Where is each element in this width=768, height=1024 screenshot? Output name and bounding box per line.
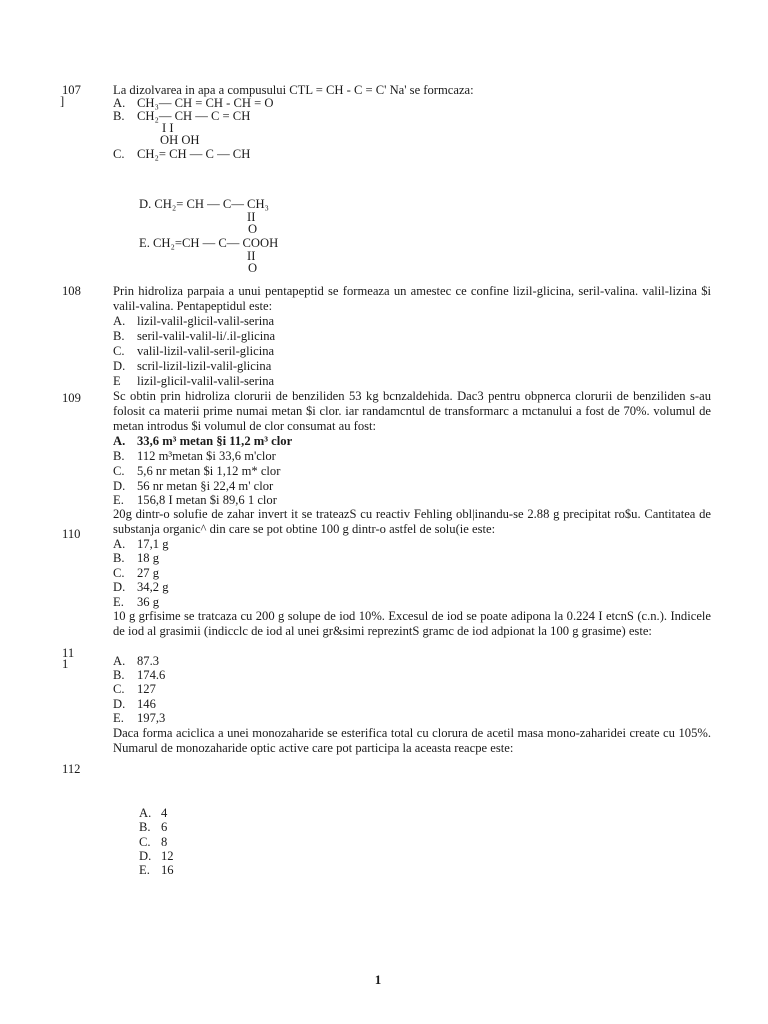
question-107-option-b-groups: OH OH [160, 133, 200, 147]
question-109-option-b [113, 449, 276, 464]
option-letter: C. [113, 682, 125, 696]
question-111-option-a [113, 654, 159, 669]
option-text: 56 nr metan §i 22,4 m' clor [137, 479, 274, 493]
question-109-option-c [113, 464, 280, 479]
option-text: 127 [137, 682, 156, 696]
option-text: 8 [161, 835, 168, 849]
question-112-option-e [139, 863, 174, 878]
question-111-option-c [113, 682, 156, 697]
option-text: CH₂— CH — C = CH [137, 109, 251, 123]
question-109-option-e [113, 493, 277, 508]
question-111-option-e [113, 711, 165, 726]
option-text: 4 [161, 806, 168, 820]
option-text: 16 [161, 863, 174, 877]
question-109-option-a [113, 434, 292, 449]
question-number-107: 107 [62, 83, 81, 97]
option-text: 17,1 g [137, 537, 169, 551]
option-letter: B. [139, 820, 151, 834]
option-letter: B. [113, 668, 125, 682]
question-109-stem: Sc obtin prin hidroliza clorurii de benziliden 53 kg bcnzaldehida. Dac3 pentru obpnerca clorurii de benziliden s-au folosit ca materii prime numai metan $i clor. iar randamcntul de transformarc a mctanului a fost de 70%. volumul de metan introdus $i volumul de clor consumat au fost: [113, 389, 711, 433]
option-letter: D. [139, 849, 152, 863]
option-letter: C. [139, 835, 151, 849]
option-letter: A. [113, 654, 126, 668]
option-text: 146 [137, 697, 156, 711]
option-letter: B. [113, 109, 125, 123]
option-letter: A. [113, 314, 126, 328]
question-112-option-d [139, 849, 174, 864]
question-number-mark: ] [60, 94, 65, 108]
question-number-112: 112 [62, 762, 81, 776]
option-text: 197,3 [137, 711, 166, 725]
question-108-option-a [113, 314, 274, 329]
question-number-109: 109 [62, 391, 81, 405]
question-111-option-b [113, 668, 165, 683]
question-110-stem: 20g dintr-o solufie de zahar invert it se trateazS cu reactiv Fehling obl|inandu-se 2.88 g precipitat ro$u. Cantitatea de substanja organic^ din care se pot obtine 100 g dintr-o astfel de solu(ie este: [113, 507, 711, 536]
question-107-option-e-bond: II [247, 249, 256, 263]
question-108-option-b [113, 329, 275, 344]
question-108-option-d [113, 359, 271, 374]
option-text: CH₂= CH — C — CH [137, 147, 251, 161]
option-text: 18 g [137, 551, 160, 565]
question-107-option-e: E. CH₂=CH — C— COOH [139, 236, 279, 250]
question-110-option-a [113, 537, 168, 552]
question-110-option-c [113, 566, 159, 581]
question-112-option-c [139, 835, 167, 850]
question-107-option-e-atom: O [248, 261, 258, 275]
option-text: lizil-glicil-valil-valil-serina [137, 374, 275, 388]
question-107-stem: La dizolvarea in apa a compusului CTL = CH - C = C' Na' se formcaza: [113, 83, 474, 97]
question-112-stem: Daca forma aciclica a unei monozaharide se esterifica total cu clorura de acetil masa mono-zaharidei create cu 105%. Numarul de monozaharide optic active care pot participa la aceasta reacpe este: [113, 726, 711, 755]
option-text: 112 m³metan $i 33,6 m'clor [137, 449, 276, 463]
question-108-option-e [113, 374, 274, 389]
question-number-110: 110 [62, 527, 81, 541]
option-letter: A. [139, 806, 152, 820]
option-letter: E. [113, 595, 124, 609]
option-letter: C. [113, 464, 125, 478]
option-text: 87.3 [137, 654, 160, 668]
question-number-111-line1: 11 [62, 646, 75, 660]
question-110-option-d [113, 580, 168, 595]
option-letter: B. [113, 551, 125, 565]
option-letter: C. [113, 147, 125, 161]
question-107-option-b-bonds: I I [162, 121, 174, 135]
option-text: CH₃— CH = CH - CH = O [137, 96, 274, 110]
question-107-option-d: D. CH₂= CH — C— CH₃ [139, 197, 269, 211]
page-number: 1 [374, 972, 382, 987]
question-112-option-b [139, 820, 167, 835]
question-111-stem: 10 g grfisime se tratcaza cu 200 g solupe de iod 10%. Excesul de iod se poate adipona la 0.224 I etcnS (c.n.). Indicele de iod al grasimii (indicclc de iod al unei gr&simi reprezintS gramc de iod adpionat la 100 g grasime) este: [113, 609, 711, 638]
option-text: seril-valil-valil-li/.il-glicina [137, 329, 276, 343]
option-letter: C. [113, 344, 125, 358]
option-text: 156,8 I metan $i 89,6 1 clor [137, 493, 277, 507]
option-text: 6 [161, 820, 168, 834]
option-text: lizil-valil-glicil-valil-serina [137, 314, 275, 328]
option-text: 174.6 [137, 668, 166, 682]
question-number-111-line2: 1 [62, 657, 69, 671]
option-letter: D. [113, 359, 126, 373]
question-109-option-d [113, 479, 273, 494]
question-110-option-e [113, 595, 159, 610]
question-107-option-b [113, 109, 250, 124]
question-107-option-d-atom: O [248, 222, 258, 236]
question-108-stem: Prin hidroliza parpaia a unui pentapeptid se formeaza un amestec ce confine lizil-glicina, seril-valina. valil-lizina $i valil-valina. Pentapeptidul este: [113, 284, 711, 313]
option-letter: A. [113, 96, 126, 110]
option-letter: D. [113, 580, 126, 594]
option-letter: B. [113, 329, 125, 343]
question-112-option-a [139, 806, 167, 821]
option-text: valil-lizil-valil-seril-glicina [137, 344, 275, 358]
option-letter: D. [113, 697, 126, 711]
option-text: 27 g [137, 566, 160, 580]
option-text: 33,6 m³ metan §i 11,2 m³ clor [137, 434, 293, 448]
question-107-option-c [113, 147, 250, 162]
question-108-option-c [113, 344, 274, 359]
option-letter: B. [113, 449, 125, 463]
option-text: 34,2 g [137, 580, 169, 594]
option-letter: E. [113, 493, 124, 507]
option-text: 36 g [137, 595, 160, 609]
question-111-option-d [113, 697, 156, 712]
option-text: 5,6 nr metan $i 1,12 m* clor [137, 464, 281, 478]
option-letter: A. [113, 537, 126, 551]
option-letter: E. [139, 863, 150, 877]
question-110-option-b [113, 551, 159, 566]
option-letter: A. [113, 434, 126, 448]
option-text: 12 [161, 849, 174, 863]
question-number-108: 108 [62, 284, 81, 298]
option-letter: C. [113, 566, 125, 580]
option-letter: D. [113, 479, 126, 493]
question-107-option-d-bond: II [247, 210, 256, 224]
option-text: scril-lizil-lizil-valil-glicina [137, 359, 272, 373]
option-letter: E [113, 374, 121, 388]
option-letter: E. [113, 711, 124, 725]
